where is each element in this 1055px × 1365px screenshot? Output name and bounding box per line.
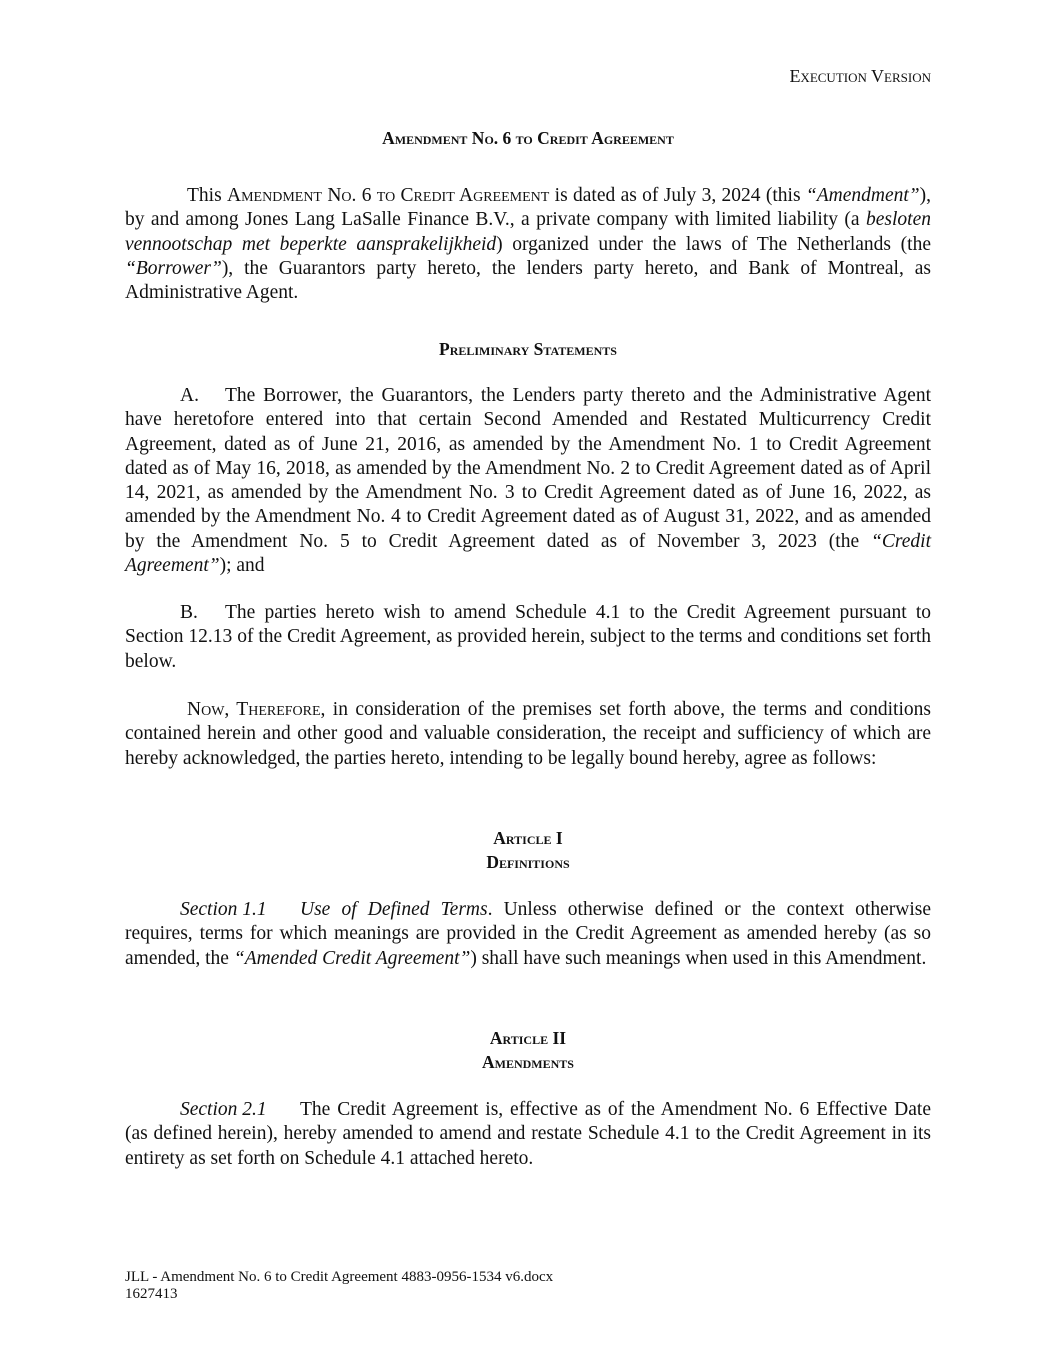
recital-b-letter: B. [180, 602, 198, 623]
now-therefore-paragraph: Now, Therefore, in consideration of the premises set forth above, the terms and conditions contained herein and other good and valuable consideration, the receipt and sufficiency of which are hereby acknowledged, the parties hereto, intending to be legally bound hereby, agree as follows: [125, 699, 931, 769]
footer-doc-number: 1627413 [125, 1286, 178, 1302]
footer [125, 1269, 553, 1303]
preliminary-statements-heading: Preliminary Statements [439, 339, 617, 359]
section-2-1-number: Section 2.1 [180, 1099, 267, 1120]
credit-agreement-defined-term: “Credit Agreement” [125, 530, 931, 577]
section-1-1-number: Section 1.1 [180, 899, 267, 920]
section-2-1: Section 2.1 The Credit Agreement is, effective as of the Amendment No. 6 Effective Date (as defined herein), hereby amended to amend and restate Schedule 4.1 to the Credit Agreement in its entirety as set forth on Schedule 4.1 attached hereto. [125, 1099, 931, 1169]
section-1-1: Section 1.1 Use of Defined Terms. Unless otherwise defined or the context otherwise requires, terms for which meanings are provided in the Credit Agreement as amended hereby (as so amended, the “Amended Credit Agreement”) shall have such meanings when used in this Amendment. [125, 899, 931, 969]
article-1-title: Definitions [486, 852, 570, 872]
recital-a-letter: A. [180, 385, 199, 406]
execution-version-label: Execution Version [789, 66, 931, 86]
footer-filename: JLL - Amendment No. 6 to Credit Agreement 4883-0956-1534 v6.docx [125, 1269, 554, 1285]
borrower-defined-term: “Borrower” [125, 257, 222, 279]
article-1-number: Article I [493, 828, 563, 848]
amended-credit-agreement-term: “Amended Credit Agreement” [233, 947, 471, 969]
intro-paragraph: This Amendment No. 6 to Credit Agreement is dated as of July 3, 2024 (this “Amendment”), by and among Jones Lang LaSalle Finance B.V., a private company with limited liability (a besloten vennootschap met beperkte aansprakelijkheid) organized under the laws of The Netherlands (the “Borrower”), the Guarantors party hereto, the lenders party hereto, and Bank of Montreal, as Administrative Agent. [125, 185, 931, 304]
now-therefore-lead: Now, Therefore [187, 699, 321, 720]
article-2-title: Amendments [482, 1052, 574, 1072]
recital-a: A. The Borrower, the Guarantors, the Lenders party thereto and the Administrative Agent have heretofore entered into that certain Second Amended and Restated Multicurrency Credit Agreement, dated as of June 21, 2016, as amended by the Amendment No. 1 to Credit Agreement dated as of May 16, 2018, as amended by the Amendment No. 2 to Credit Agreement dated as of April 14, 2021, as amended by the Amendment No. 3 to Credit Agreement dated as of June 16, 2022, as amended by the Amendment No. 4 to Credit Agreement dated as of August 31, 2022, and as amended by the Amendment No. 5 to Credit Agreement dated as of November 3, 2023 (the “Credit Agreement”); and [125, 385, 931, 577]
section-1-1-heading: Use of Defined Terms [300, 899, 488, 920]
amendment-defined-term: “Amendment” [805, 185, 920, 206]
intro-doc-name: Amendment No. 6 to Credit Agreement [227, 185, 550, 206]
dutch-legal-term: besloten vennootschap met beperkte aansprakelijkheid [125, 209, 931, 255]
document-title: Amendment No. 6 to Credit Agreement [382, 128, 674, 148]
recital-b: B. The parties hereto wish to amend Schedule 4.1 to the Credit Agreement pursuant to Section 12.13 of the Credit Agreement, as provided herein, subject to the terms and conditions set forth below. [125, 602, 931, 672]
article-2-number: Article II [489, 1028, 567, 1048]
